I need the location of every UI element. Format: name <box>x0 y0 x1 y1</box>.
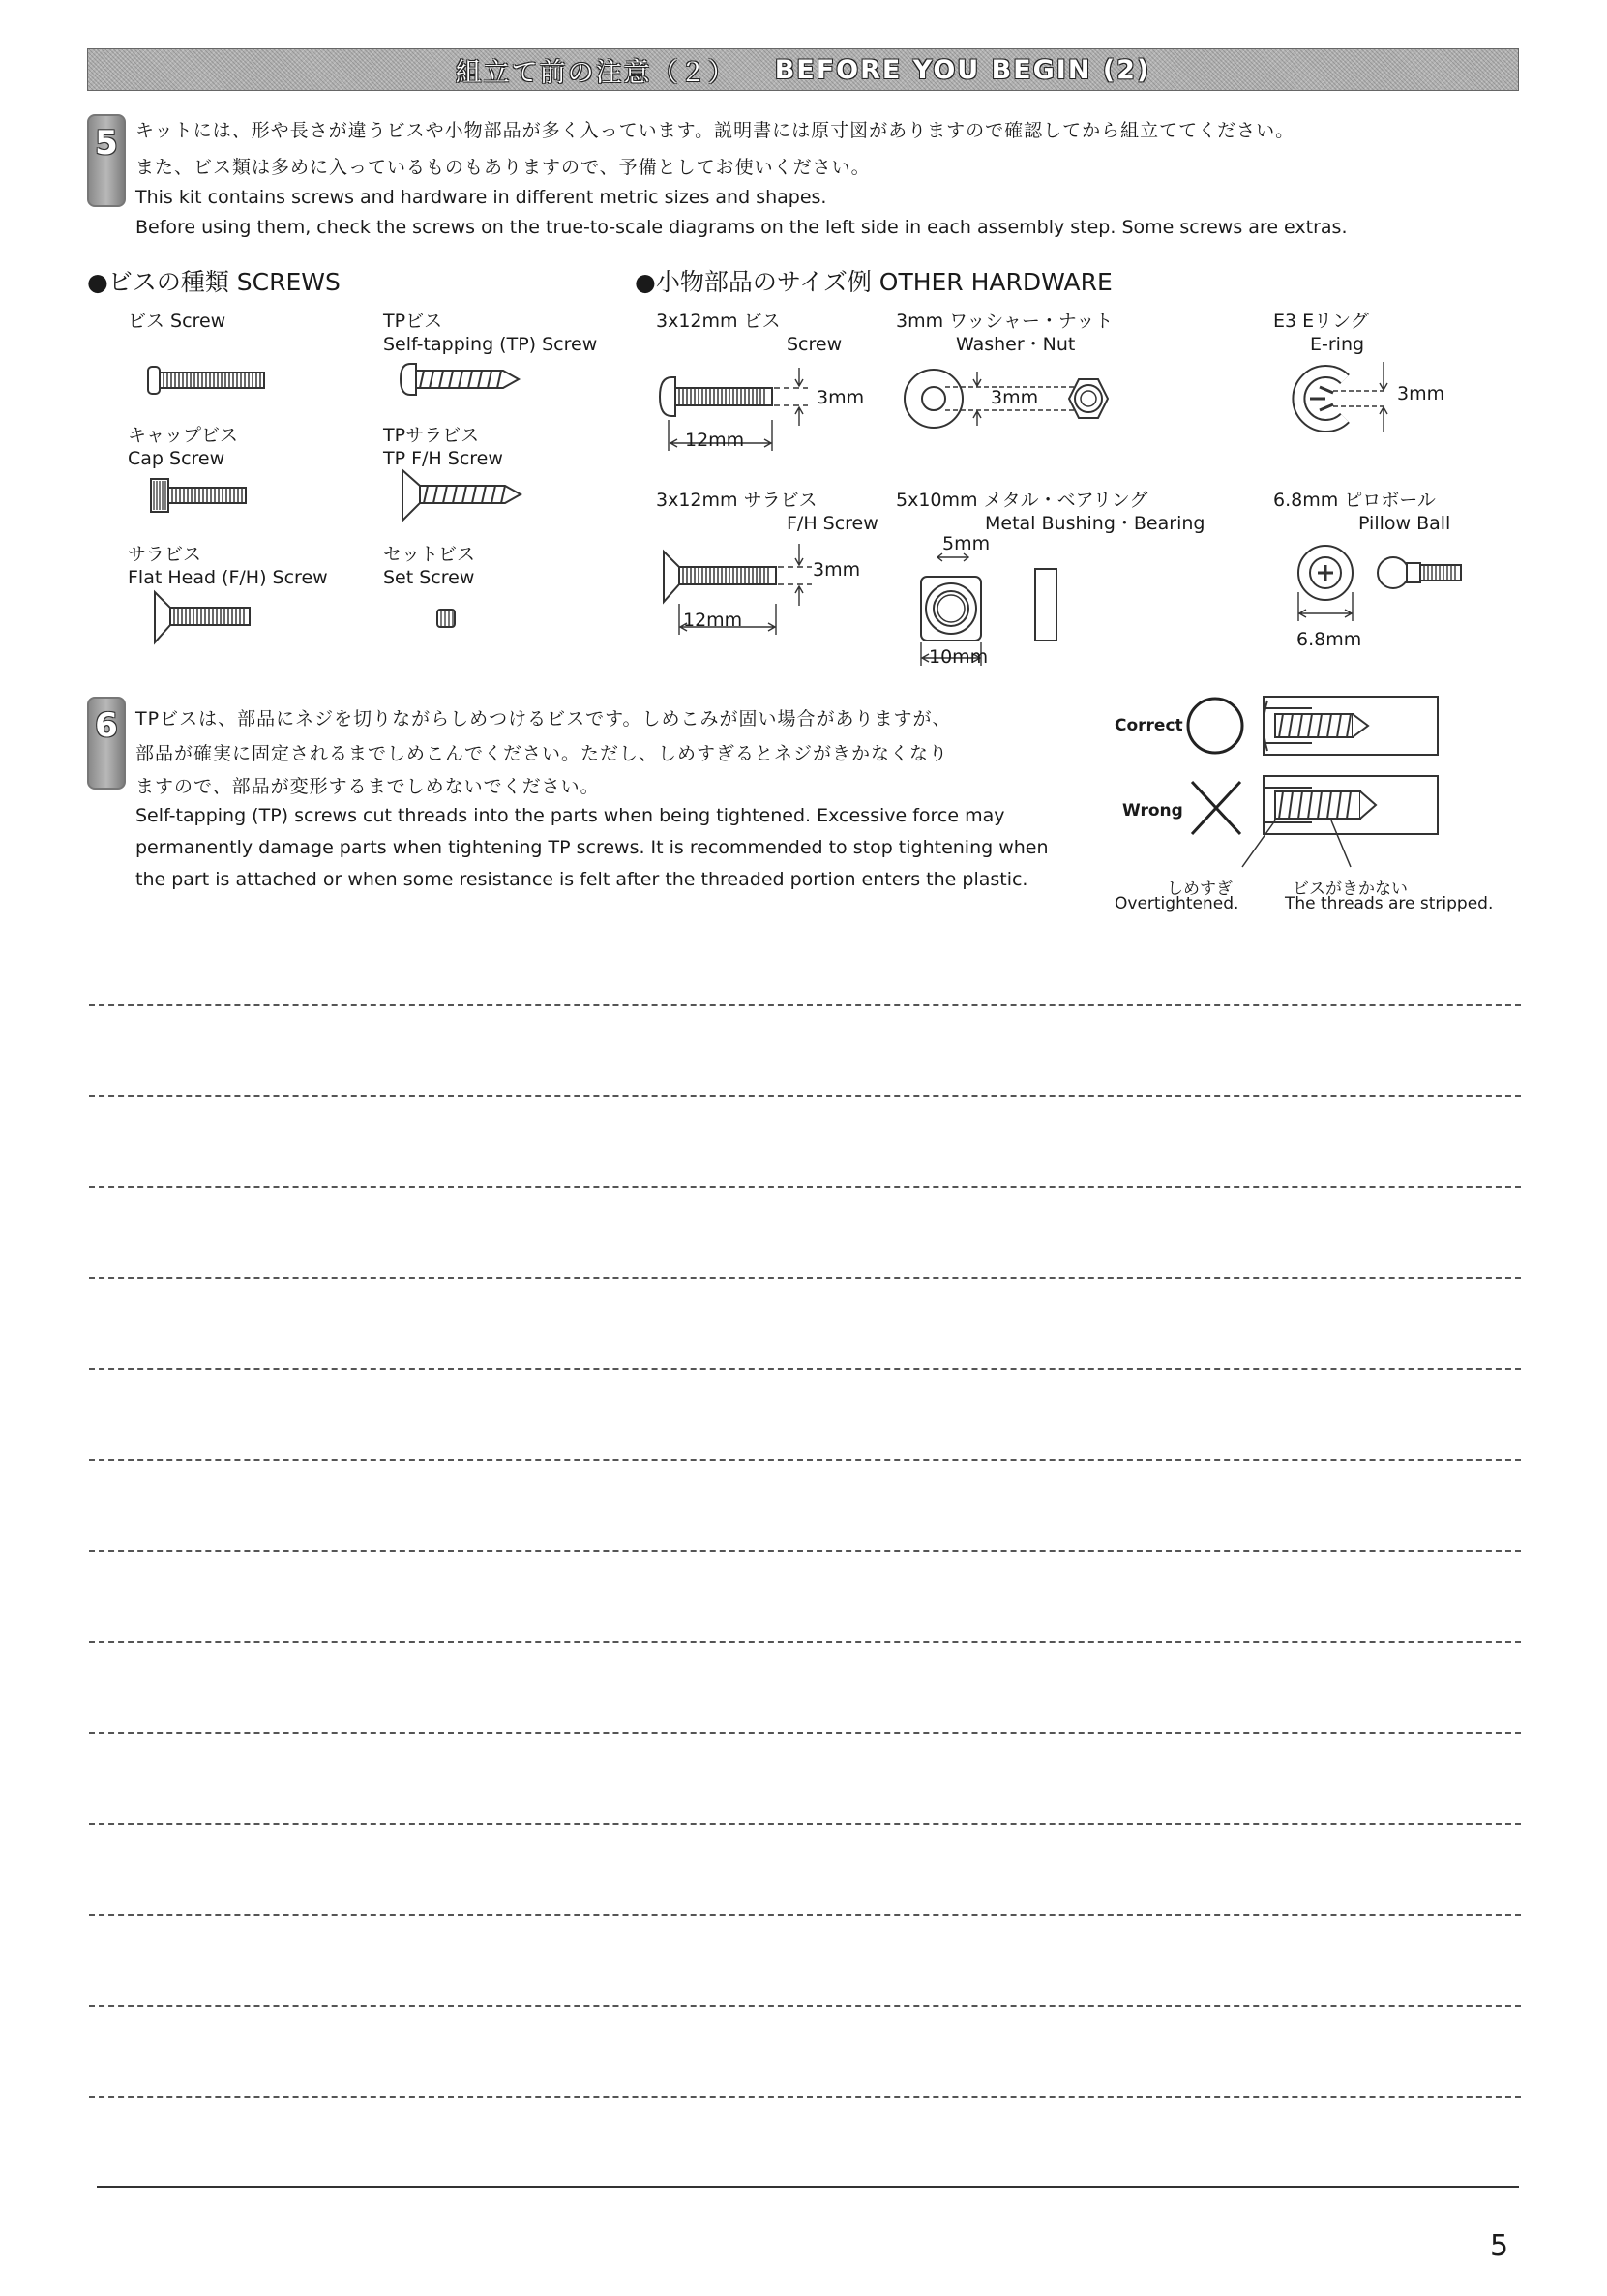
hw-screw-3x12-len: 12mm <box>685 430 745 451</box>
hw-label-washer: 3mm ワッシャー・ナット Washer・Nut <box>896 311 1114 355</box>
screw-label-fh: サラビス Flat Head (F/H) Screw <box>128 544 328 588</box>
hw-washer-dim: 3mm <box>991 387 1039 408</box>
stripped-en: The threads are stripped. <box>1285 894 1494 913</box>
correct-circle-icon <box>1188 699 1242 753</box>
header-title-jp: 組立て前の注意（２） <box>455 57 736 88</box>
note-6-badge <box>87 697 126 790</box>
note-6-en-line1: Self-tapping (TP) screws cut threads into the parts when being tightened. Excessive force may <box>135 805 1005 826</box>
hardware-heading: ●小物部品のサイズ例 OTHER HARDWARE <box>635 268 1113 296</box>
wrong-label: Wrong <box>1122 801 1183 820</box>
fh-screw-icon <box>153 590 259 644</box>
note-5-en-line1: This kit contains screws and hardware in different metric sizes and shapes. <box>135 187 827 208</box>
notes-rule <box>89 1550 1521 1552</box>
page-number: 5 <box>1490 2229 1509 2263</box>
screw-label-cap: キャップビス Cap Screw <box>128 425 239 469</box>
notes-rule <box>89 1004 1521 1006</box>
notes-rule <box>89 1277 1521 1279</box>
header-title-en: BEFORE YOU BEGIN (2) <box>774 54 1151 85</box>
screw-label-tp-fh: TPサラビス TP F/H Screw <box>383 425 503 469</box>
notes-rule <box>89 1823 1521 1825</box>
hw-bearing-inner-dim: 5mm <box>942 533 991 554</box>
hw-ering-dim: 3mm <box>1397 383 1445 404</box>
notes-rule <box>89 1095 1521 1097</box>
note-6-jp-line3: ますので、部品が変形するまでしめないでください。 <box>135 776 600 797</box>
correct-diagram <box>1186 695 1447 762</box>
notes-rule <box>89 1641 1521 1643</box>
wrong-cross-icon <box>1192 782 1240 834</box>
note-5-badge <box>87 114 126 207</box>
notes-rule <box>89 2005 1521 2007</box>
screw-label-screw: ビス Screw <box>128 311 226 332</box>
overtight-jp: しめすぎ <box>1167 880 1233 899</box>
note-5-jp-line2: また、ビス類は多めに入っているものもありますので、予備としてお使いください。 <box>135 157 871 178</box>
screws-heading: ●ビスの種類 SCREWS <box>87 268 341 296</box>
hw-label-bearing: 5x10mm メタル・ベアリング Metal Bushing・Bearing <box>896 490 1205 534</box>
hw-pillowball-dim: 6.8mm <box>1296 629 1362 650</box>
note-5-number: 5 <box>95 124 118 163</box>
hw-fh-screw-len: 12mm <box>683 610 743 631</box>
note-6-en-line3: the part is attached or when some resistance is felt after the threaded portion enters the plastic. <box>135 869 1028 890</box>
note-6-number: 6 <box>95 706 118 745</box>
footer-line <box>97 2186 1519 2188</box>
screw-label-tp: TPビス Self-tapping (TP) Screw <box>383 311 598 355</box>
notes-rule <box>89 1914 1521 1916</box>
set-screw-icon <box>435 608 457 629</box>
hw-label-ering: E3 Eリング E-ring <box>1273 311 1369 355</box>
hw-label-fh-screw: 3x12mm サラビス F/H Screw <box>656 490 878 534</box>
note-5-jp-line1: キットには、形や長さが違うビスや小物部品が多く入っています。説明書には原寸図がありますので確認してから組立ててください。 <box>135 120 1295 141</box>
hw-label-pillowball: 6.8mm ピロボール Pillow Ball <box>1273 490 1451 534</box>
cap-screw-icon <box>145 478 252 513</box>
hw-label-screw: 3x12mm ビス Screw <box>656 311 843 355</box>
wrong-diagram <box>1186 774 1447 880</box>
correct-label: Correct <box>1115 716 1183 735</box>
section-header <box>87 48 1519 91</box>
notes-rule <box>89 1732 1521 1734</box>
notes-rule <box>89 1368 1521 1370</box>
tp-fh-screw-icon <box>401 468 526 522</box>
notes-rule <box>89 2096 1521 2098</box>
screw-label-set: セットビス Set Screw <box>383 544 476 588</box>
hw-bearing-outer-dim: 10mm <box>929 646 989 668</box>
note-6-jp-line2: 部品が確実に固定されるまでしめこんでください。ただし、しめすぎるとネジがきかなくなり <box>135 743 949 764</box>
note-6-jp-line1: TPビスは、部品にネジを切りながらしめつけるビスです。しめこみが固い場合がありますが、 <box>135 708 952 730</box>
notes-rule <box>89 1459 1521 1461</box>
note-6-en-line2: permanently damage parts when tightening TP screws. It is recommended to stop tightening when <box>135 837 1049 858</box>
pillow-ball-icon <box>1296 542 1490 639</box>
notes-rule <box>89 1186 1521 1188</box>
screw-icon <box>145 366 271 395</box>
tp-screw-icon <box>399 362 524 397</box>
hw-screw-3x12-dia: 3mm <box>817 387 865 408</box>
hw-fh-screw-dia: 3mm <box>813 559 861 581</box>
note-5-en-line2: Before using them, check the screws on the true-to-scale diagrams on the left side in each assembly step. Some screws are extras. <box>135 217 1348 238</box>
overtight-en: Overtightened. <box>1115 894 1239 913</box>
stripped-jp: ビスがきかない <box>1293 880 1408 899</box>
